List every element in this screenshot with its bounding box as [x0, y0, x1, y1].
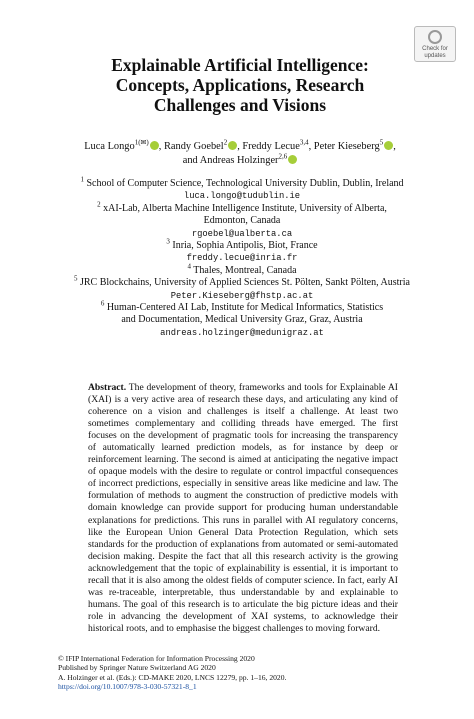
affiliation-3 [56, 237, 428, 252]
author-3: Freddy Lecue [242, 141, 300, 152]
affil-text: Thales, Montreal, Canada [193, 264, 297, 276]
abstract-label: Abstract. [88, 382, 127, 393]
affiliation-5 [56, 274, 428, 289]
affil-text-cont: Edmonton, Canada [203, 215, 281, 227]
author-1: Luca Longo [84, 141, 135, 152]
title-line-3: Challenges and Visions [153, 95, 327, 115]
affil-text: JRC Blockchains, University of Applied Sciences St. Pölten, Sankt Pölten, Austria [80, 277, 410, 289]
affil-text: xAI-Lab, Alberta Machine Intelligence Institute, University of Alberta, [103, 202, 387, 214]
affiliation-4 [56, 262, 428, 277]
author-2: Randy Goebel [163, 141, 224, 152]
email-link[interactable]: luca.longo@tudublin.ie [183, 191, 301, 202]
email-link[interactable]: rgoebel@ualberta.ca [191, 228, 293, 239]
affil-sup: 3 [166, 237, 170, 246]
email-link[interactable]: Peter.Kieseberg@fhstp.ac.at [170, 290, 314, 301]
sep: , [308, 141, 312, 152]
email-link[interactable]: freddy.lecue@inria.fr [186, 253, 298, 264]
affiliation-1 [56, 175, 428, 190]
footer-line-1: © IFIP International Federation for Information Processing 2020 [58, 654, 255, 663]
check-for-updates-badge[interactable] [414, 26, 456, 62]
and-word: and [182, 155, 198, 166]
affil-sup: 1 [80, 175, 84, 184]
footer-line-2: Published by Springer Nature Switzerland AG 2020 [58, 663, 216, 673]
title-line-1: Explainable Artificial Intelligence: [111, 55, 369, 75]
update-icon [428, 30, 442, 44]
affiliation-2 [56, 200, 428, 215]
badge-text-2: updates [424, 53, 446, 59]
doi-link[interactable]: https://doi.org/10.1007/978-3-030-57321-8_1 [58, 681, 197, 691]
author-list [48, 140, 432, 168]
title-line-2: Concepts, Applications, Research [115, 75, 365, 95]
badge-text-1: Check for [422, 46, 448, 52]
affil-sup: 4 [187, 262, 191, 271]
author-5-sup: 2,6 [278, 152, 288, 161]
affil-text: School of Computer Science, Technological University Dublin, Dublin, Ireland [86, 178, 404, 189]
copyright-footer [58, 654, 438, 691]
authors-line-2 [48, 154, 432, 168]
author-4: Peter Kieseberg [313, 141, 380, 152]
author-5: Andreas Holzinger [199, 155, 279, 166]
orcid-icon[interactable] [150, 141, 159, 150]
affil-text: Inria, Sophia Antipolis, Biot, France [172, 240, 318, 252]
affiliations [56, 175, 428, 339]
sep: , [393, 141, 396, 152]
orcid-icon[interactable] [288, 155, 297, 164]
footer-line-3: A. Holzinger et al. (Eds.): CD-MAKE 2020, LNCS 12279, pp. 1–16, 2020. [58, 672, 287, 682]
sep: , [158, 141, 162, 152]
affil-sup: 5 [74, 274, 78, 283]
author-1-sup: 1(✉) [134, 138, 149, 147]
affil-sup: 2 [97, 200, 101, 209]
author-2-sup: 2 [223, 138, 228, 147]
sep: , [237, 141, 240, 152]
orcid-icon[interactable] [228, 141, 237, 150]
affil-text-cont: and Documentation, Medical University Graz, Graz, Austria [121, 314, 363, 326]
orcid-icon[interactable] [384, 141, 393, 150]
affil-text: Human-Centered AI Lab, Institute for Medical Informatics, Statistics [106, 302, 384, 314]
abstract-body: The development of theory, frameworks and tools for Explainable AI (XAI) is a very active area of research these days, and articulating any kind of coherence on a vision and challenges is itself a challenge. At least two sometimes complementary and colliding threads have emerged. The first focuses on the development of pragmatic tools for increasing the transparency of automatically learned prediction models, as for instance by deep or reinforcement learning. The second is aimed at anticipating the negative impact of opaque models with the desire to regulate or control impactful consequences of incorrect predictions, especially in sensitive areas like medicine and law. The formulation of methods to augment the construction of predictive models with domain knowledge can provide support for producing human understandable explanations for predictions. This runs in parallel with AI regulatory concerns, like the European Union General Data Protection Regulation, which sets standards for the production of explanations from automated or semi-automated decision making. Despite the fact that all this research activity is the growing acknowledgement that the topic of explainability is essential, it is important to recall that it is also among the oldest fields of computer science. In fact, early AI was re-traceable, interpretable, thus understandable by and explainable to humans. The goal of this research is to articulate the big picture ideas and their role in advancing the development of XAI systems, to acknowledge their historical roots, and to emphasise the biggest challenges to moving forward. [88, 382, 398, 634]
email-link[interactable]: andreas.holzinger@medunigraz.at [160, 327, 324, 338]
author-4-sup: 5 [379, 138, 384, 147]
affiliation-6 [56, 299, 428, 314]
author-3-sup: 3,4 [299, 138, 309, 147]
paper-title [80, 55, 400, 115]
abstract [88, 382, 398, 635]
affil-sup: 6 [100, 299, 105, 308]
authors-line-1 [48, 140, 432, 154]
